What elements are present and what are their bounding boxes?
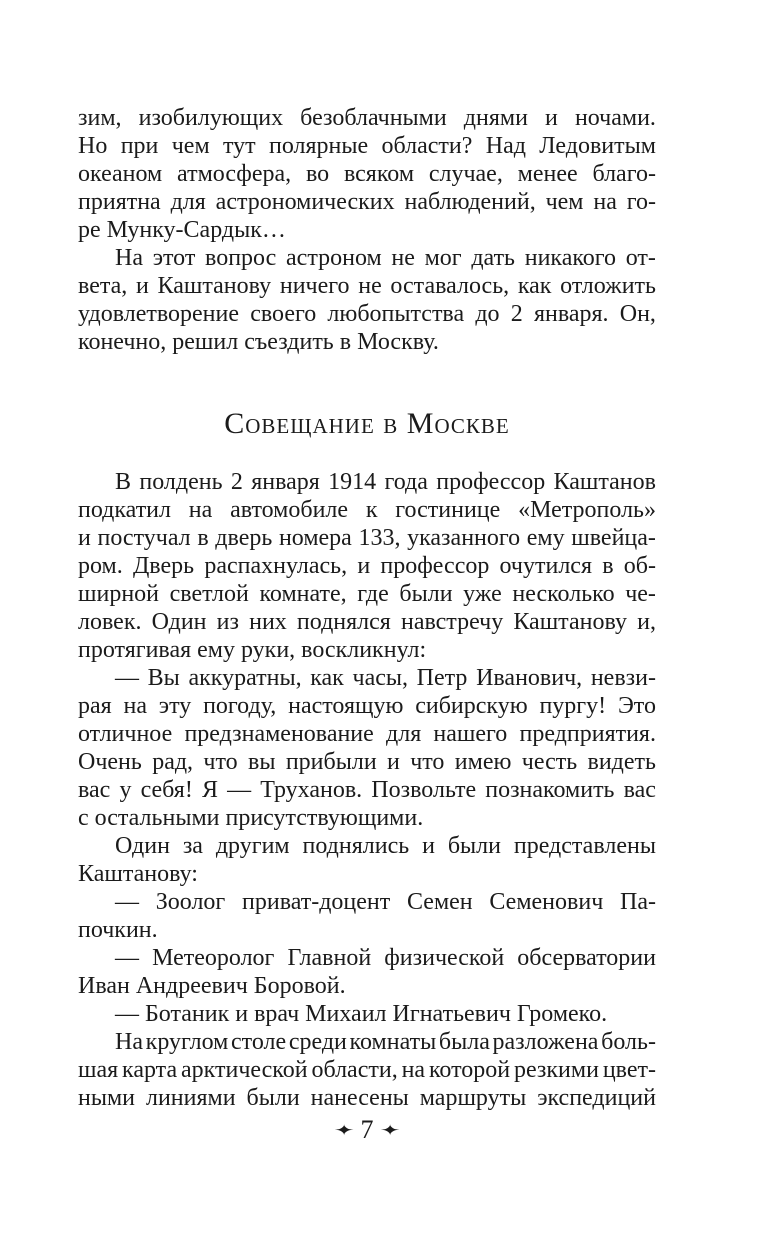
- word: случае,: [428, 161, 503, 187]
- word: рая: [78, 693, 112, 719]
- text-line: — Ботаник и врач Михаил Игнатьевич Громеко.: [115, 1001, 608, 1027]
- word: вопрос: [205, 245, 277, 271]
- word: рад,: [152, 749, 194, 775]
- word: днями: [463, 105, 528, 131]
- word: в: [602, 553, 614, 579]
- word: полдень: [139, 469, 223, 495]
- word: номера: [278, 525, 352, 551]
- footer-ornament-left-icon: ✦: [334, 1122, 355, 1139]
- word: за: [182, 833, 203, 859]
- word: полярные: [269, 133, 369, 159]
- word: Он,: [619, 301, 656, 327]
- word: Каштанов: [553, 469, 656, 495]
- word: другим: [215, 833, 290, 859]
- word: эту: [158, 693, 192, 719]
- word: погоду,: [203, 693, 277, 719]
- word: го-: [626, 189, 656, 215]
- word: постучал: [97, 525, 191, 551]
- footer-ornament-right-icon: ✦: [379, 1122, 400, 1139]
- word: разложена: [492, 1029, 599, 1055]
- word: —: [227, 777, 252, 803]
- word: наблюдений,: [404, 189, 536, 215]
- word: как: [517, 273, 552, 299]
- word: автомобиле: [230, 497, 349, 523]
- text-line: ре Мунку-Сардык…: [78, 217, 286, 243]
- word: ловек.: [78, 609, 142, 635]
- text-line: [78, 300, 656, 328]
- word: что: [203, 749, 238, 775]
- word: невзи-: [590, 665, 656, 691]
- word: и: [135, 273, 149, 299]
- word: На: [115, 1029, 143, 1055]
- word: своего: [250, 301, 317, 327]
- word: 2: [230, 469, 243, 495]
- word: Очень: [78, 749, 142, 775]
- word: удовлетворение: [78, 301, 239, 327]
- word: дать: [471, 245, 516, 271]
- word: этот: [152, 245, 196, 271]
- text-line: [78, 748, 656, 776]
- text-line: протягивая ему руки, воскликнул:: [78, 637, 427, 663]
- word: линиями: [145, 1085, 236, 1111]
- word: предзнаменование: [184, 721, 374, 747]
- paragraph: [78, 244, 656, 356]
- word: астроном: [286, 245, 382, 271]
- page-footer: [78, 1116, 656, 1145]
- word: вас: [623, 777, 656, 803]
- word: вета,: [78, 273, 128, 299]
- word: оставалось,: [390, 273, 510, 299]
- word: навстречу: [400, 609, 504, 635]
- word: к: [365, 497, 378, 523]
- word: и: [545, 105, 558, 131]
- text-line: [78, 888, 656, 916]
- paragraph: [78, 1000, 656, 1028]
- word: Ледовитым: [539, 133, 656, 159]
- paragraph: [78, 888, 656, 944]
- paragraph: [78, 664, 656, 832]
- word: боль-: [601, 1029, 656, 1055]
- word: приват-доцент: [242, 889, 391, 915]
- text-line: Иван Андреевич Боровой.: [78, 973, 346, 999]
- word: —: [115, 889, 139, 915]
- text-line: [78, 524, 656, 552]
- word: в: [197, 525, 209, 551]
- word: изобилующих: [138, 105, 284, 131]
- word: указанного: [407, 525, 521, 551]
- word: из: [216, 609, 239, 635]
- text-line: [78, 580, 656, 608]
- page-number: 7: [360, 1115, 374, 1144]
- text-line: [78, 692, 656, 720]
- word: Это: [617, 693, 656, 719]
- word: них: [249, 609, 287, 635]
- text-line: [78, 160, 656, 188]
- word: комнате,: [259, 581, 347, 607]
- word: тут: [222, 133, 256, 159]
- text-line: [78, 1056, 656, 1084]
- text-line: [78, 1028, 656, 1056]
- word: познакомить: [485, 777, 615, 803]
- word: Каштанову: [513, 609, 627, 635]
- word: Каштанову: [157, 273, 272, 299]
- word: благо-: [592, 161, 656, 187]
- word: была: [438, 1029, 490, 1055]
- word: ром.: [78, 553, 123, 579]
- word: Один: [115, 833, 170, 859]
- word: Зоолог: [155, 889, 226, 915]
- word: зим,: [78, 105, 122, 131]
- text-line: [78, 944, 656, 972]
- word: Позвольте: [371, 777, 477, 803]
- word: об-: [623, 553, 656, 579]
- word: аккуратны,: [188, 665, 302, 691]
- text-line: [78, 1084, 656, 1112]
- word: при: [120, 133, 159, 159]
- word: где: [357, 581, 389, 607]
- paragraph: [78, 944, 656, 1000]
- word: круглом: [145, 1029, 229, 1055]
- word: профессор: [436, 469, 546, 495]
- word: и: [78, 525, 91, 551]
- word: что: [410, 749, 445, 775]
- word: и: [422, 833, 435, 859]
- word: на: [401, 1057, 426, 1083]
- word: всяком: [343, 161, 415, 187]
- word: распахнулась,: [204, 553, 348, 579]
- word: гостинице: [395, 497, 501, 523]
- word: че-: [625, 581, 656, 607]
- text-line: [78, 552, 656, 580]
- word: предприятия.: [519, 721, 656, 747]
- word: чем: [171, 133, 210, 159]
- text-line: [78, 720, 656, 748]
- word: арктической: [181, 1057, 308, 1083]
- word: среди: [288, 1029, 347, 1055]
- word: и,: [637, 609, 656, 635]
- word: 1914: [328, 469, 377, 495]
- word: Метеоролог: [152, 945, 275, 971]
- word: Один: [151, 609, 207, 635]
- word: отличное: [78, 721, 173, 747]
- word: вы: [248, 749, 276, 775]
- text-column: [78, 104, 656, 1112]
- word: Труханов.: [260, 777, 363, 803]
- word: января: [251, 469, 320, 495]
- word: отложить: [560, 273, 656, 299]
- word: астрономических: [215, 189, 395, 215]
- word: физической: [384, 945, 505, 971]
- word: 133,: [358, 525, 401, 551]
- text-line: [78, 776, 656, 804]
- word: ничего: [279, 273, 350, 299]
- paragraph: [78, 832, 656, 888]
- word: В: [115, 469, 132, 495]
- word: швейца-: [571, 525, 656, 551]
- word: экспедиций: [537, 1085, 656, 1111]
- word: были: [399, 581, 453, 607]
- word: —: [115, 665, 139, 691]
- word: мог: [424, 245, 462, 271]
- word: Над: [485, 133, 526, 159]
- word: атмосфера,: [177, 161, 292, 187]
- word: и: [357, 553, 371, 579]
- text-line: [78, 608, 656, 636]
- word: очутился: [499, 553, 592, 579]
- word: —: [115, 945, 139, 971]
- word: представлены: [513, 833, 656, 859]
- word: прибыли: [285, 749, 377, 775]
- word: области,: [311, 1057, 398, 1083]
- word: вас: [78, 777, 111, 803]
- word: января.: [533, 301, 609, 327]
- word: ему: [526, 525, 565, 551]
- word: не: [358, 273, 382, 299]
- word: себя!: [140, 777, 193, 803]
- word: уже: [463, 581, 502, 607]
- word: обсерватории: [517, 945, 656, 971]
- paragraph: [78, 1028, 656, 1112]
- word: для: [170, 189, 206, 215]
- word: Па-: [620, 889, 656, 915]
- word: не: [391, 245, 415, 271]
- word: от-: [625, 245, 656, 271]
- word: Семен: [407, 889, 473, 915]
- word: пургу!: [539, 693, 607, 719]
- word: и: [387, 749, 400, 775]
- word: Я: [201, 777, 218, 803]
- word: На: [115, 245, 143, 271]
- word: карта: [122, 1057, 178, 1083]
- text-line: [78, 496, 656, 524]
- word: настоящую: [288, 693, 404, 719]
- word: года: [384, 469, 428, 495]
- word: Главной: [287, 945, 372, 971]
- word: океаном: [78, 161, 163, 187]
- word: 2: [510, 301, 523, 327]
- word: любопытства: [327, 301, 465, 327]
- word: как: [310, 665, 344, 691]
- word: маршруты: [419, 1085, 527, 1111]
- text-line: [78, 272, 656, 300]
- word: менее: [517, 161, 578, 187]
- word: шая: [78, 1057, 119, 1083]
- word: комнаты: [349, 1029, 437, 1055]
- word: на: [123, 693, 147, 719]
- text-line: конечно, решил съездить в Москву.: [78, 329, 439, 355]
- word: подкатил: [78, 497, 171, 523]
- word: были: [246, 1085, 300, 1111]
- word: нанесены: [310, 1085, 409, 1111]
- word: поднялись: [302, 833, 410, 859]
- text-line: [78, 664, 656, 692]
- word: безоблачными: [300, 105, 447, 131]
- word: области?: [381, 133, 473, 159]
- text-line: почкин.: [78, 917, 158, 943]
- text-line: [78, 188, 656, 216]
- text-line: с остальными присутствующими.: [78, 805, 424, 831]
- word: несколько: [512, 581, 615, 607]
- word: «Метрополь»: [518, 497, 656, 523]
- word: которой: [428, 1057, 511, 1083]
- text-line: Каштанову:: [78, 861, 198, 887]
- word: видеть: [587, 749, 656, 775]
- word: столе: [231, 1029, 287, 1055]
- word: цвет-: [602, 1057, 656, 1083]
- chapter-heading: Совещание в Москве: [224, 407, 510, 440]
- text-line: [78, 244, 656, 272]
- word: ширной: [78, 581, 160, 607]
- word: профессор: [380, 553, 490, 579]
- word: на: [593, 189, 617, 215]
- text-line: [78, 468, 656, 496]
- text-line: [78, 832, 656, 860]
- word: для: [386, 721, 422, 747]
- paragraph: [78, 468, 656, 664]
- word: часы,: [352, 665, 408, 691]
- text-line: [78, 104, 656, 132]
- word: честь: [521, 749, 578, 775]
- word: сибирскую: [415, 693, 528, 719]
- word: приятна: [78, 189, 161, 215]
- word: Но: [78, 133, 108, 159]
- word: на: [188, 497, 213, 523]
- word: Иванович,: [476, 665, 583, 691]
- word: были: [447, 833, 501, 859]
- word: Вы: [147, 665, 180, 691]
- word: Семенович: [489, 889, 604, 915]
- word: дверь: [215, 525, 273, 551]
- word: резкими: [513, 1057, 599, 1083]
- word: светлой: [169, 581, 249, 607]
- text-line: [78, 132, 656, 160]
- word: ными: [78, 1085, 135, 1111]
- word: во: [305, 161, 330, 187]
- word: нашего: [433, 721, 508, 747]
- paragraph: [78, 104, 656, 244]
- word: до: [475, 301, 500, 327]
- word: у: [119, 777, 132, 803]
- word: Дверь: [132, 553, 195, 579]
- word: никакого: [524, 245, 617, 271]
- word: поднялся: [296, 609, 391, 635]
- word: ночами.: [574, 105, 656, 131]
- word: имею: [454, 749, 512, 775]
- word: Петр: [416, 665, 468, 691]
- word: чем: [545, 189, 584, 215]
